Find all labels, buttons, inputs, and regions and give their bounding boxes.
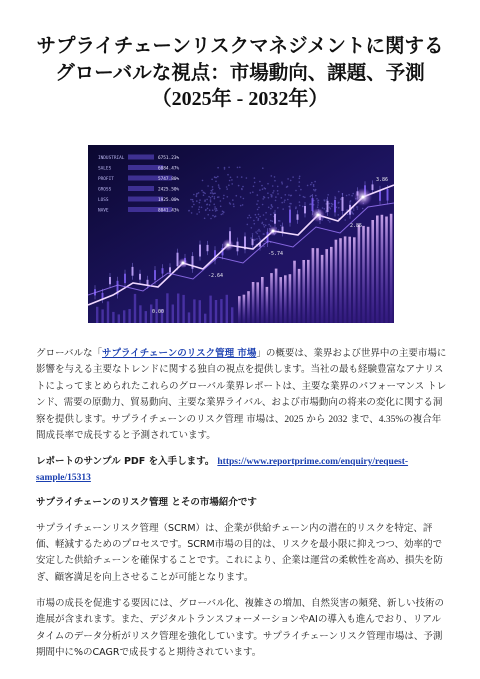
chart-value-label: -2.64 xyxy=(208,273,224,279)
article-body xyxy=(36,346,448,671)
scrm-paragraph: サプライチェーンリスク管理（SCRM）は、企業が供給チェーン内の潜在的リスクを特定、評価、軽減するためのプロセスです。SCRM市場の目的は、リスクを最小限に抑えつつ、効率的で安定した供給チェーンを確保することです。これにより、企業は運営の柔軟性を高め、損失を防ぎ、顧客満足を向上させることが可能となります。 xyxy=(36,522,443,583)
market-link[interactable]: サプライチェーンのリスク管理 市場 xyxy=(102,348,257,359)
panel-row-label: GROSS xyxy=(98,187,112,193)
growth-paragraph: 市場の成長を促進する要因には、グローバル化、複雑さの増加、自然災害の頻発、新しい技術の進展が含まれます。また、デジタルトランスフォーメーションやAIの導入も進んでおり、リアルタイムのデータ分析がリスク管理を強化しています。サプライチェーンリスク管理市場は、予測期間中に%のCAGRで成長すると期待されています。 xyxy=(36,597,445,658)
panel-row-label: LOSS xyxy=(98,198,109,203)
panel-row-value: 6084.47% xyxy=(158,166,180,172)
chart-value-label: -5.74 xyxy=(268,251,284,257)
panel-row-value: 5747.80% xyxy=(158,177,180,182)
panel-row-label: SALES xyxy=(98,166,112,172)
chart-value-label: 2.85 xyxy=(350,223,363,229)
panel-row-value: 8041.43% xyxy=(158,208,180,214)
sample-label: レポートのサンプル PDF を入手します。 xyxy=(36,455,215,467)
financial-chart-illustration xyxy=(88,145,394,323)
panel-row-label: NAVE xyxy=(98,208,109,214)
title-line-2: グローバルな視点：市場動向、課題、予測 xyxy=(55,61,425,84)
panel-row-label: INDUSTRIAL xyxy=(98,156,125,161)
section-heading: サプライチェーンのリスク管理 とその市場紹介です xyxy=(36,496,257,508)
intro-paragraph: グローバルな「サプライチェーンのリスク管理 市場」の概要は、業界および世界中の主要市場に影響を与える主要なトレンドに関する独自の視点を提供します。当社の最も経験豊富なアナリストによってまとめられたこれらのグローバル業界レポートは、主要な業界のパフォーマンス トレンド、需要の原動力、貿易動向、主要な業界ライバル、および市場動向の将来の変化に関する洞察を提供します。サプライチェーンのリスク管理 市場は、2025 から 2032 まで、4.35%の複合年間成長率で成長すると予測されています。 xyxy=(36,348,447,442)
panel-row-value: 6751.23% xyxy=(158,156,180,161)
hero-image xyxy=(88,145,394,323)
chart-value-label: 0.00 xyxy=(152,309,165,315)
panel-row-value: 1925.00% xyxy=(158,198,180,203)
panel-row-label: PROFIT xyxy=(98,177,114,182)
sample-link[interactable]: https://www.reportprime.com/enquiry/request-sample/15313 xyxy=(36,456,409,484)
chart-value-label: 3.86 xyxy=(376,177,389,183)
panel-row-value: 2425.50% xyxy=(158,187,180,193)
page-title xyxy=(20,32,460,113)
title-line-1: サプライチェーンリスクマネジメントに関する xyxy=(36,34,444,57)
sample-request xyxy=(36,454,448,487)
title-line-3: （2025年 - 2032年） xyxy=(151,88,329,110)
